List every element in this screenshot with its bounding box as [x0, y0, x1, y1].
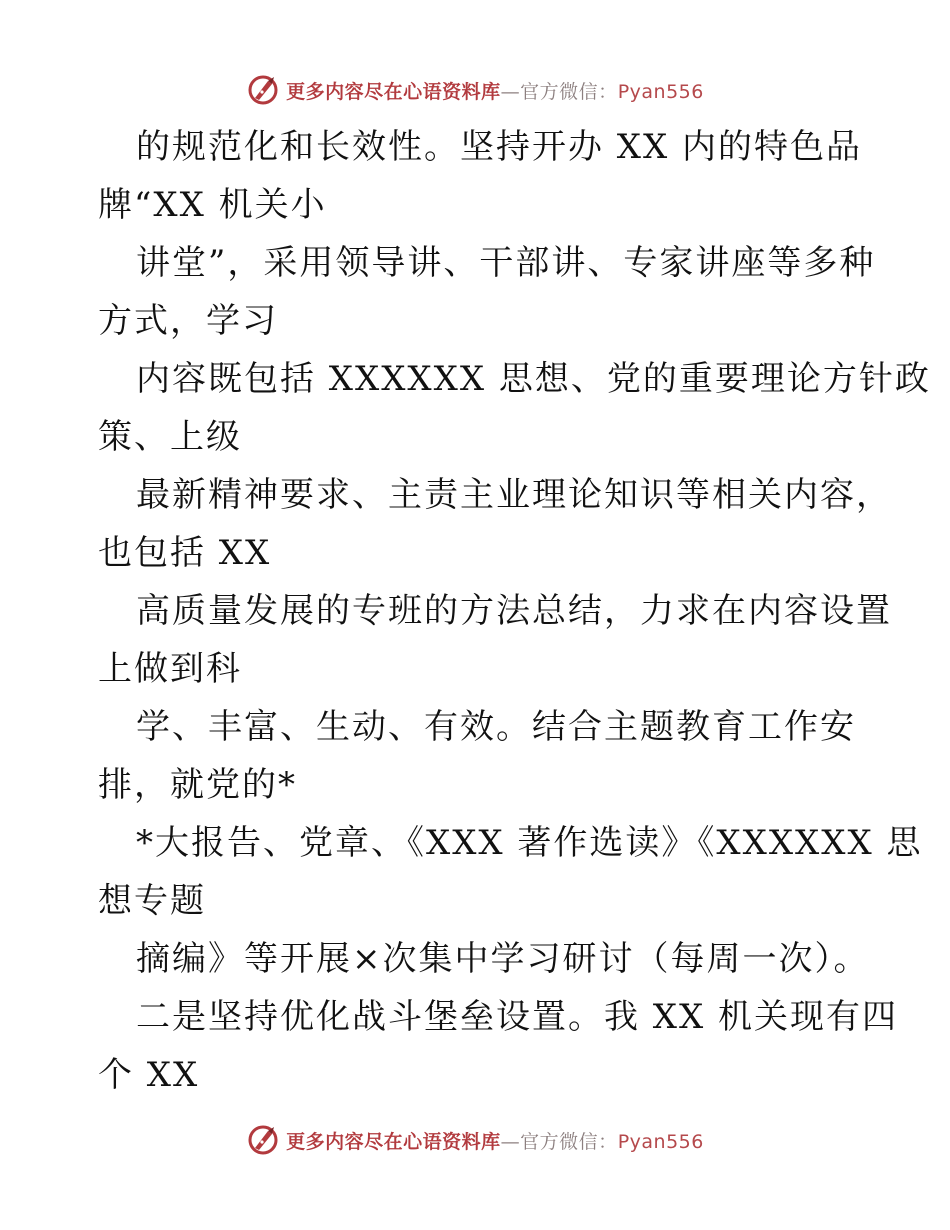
footer-banner-wechat-id: Pyan556	[617, 1130, 704, 1153]
document-line: 策、上级	[98, 417, 242, 457]
pen-nib-circle-icon	[246, 1123, 280, 1157]
document-body	[98, 118, 931, 1104]
header-banner-lead: 更多内容尽在心语资料库	[286, 80, 501, 103]
document-line: 内容既包括 XXXXXX 思想、党的重要理论方针政	[136, 359, 931, 399]
document-line: 学、丰富、生动、有效。结合主题教育工作安	[136, 707, 856, 747]
document-line: 二是坚持优化战斗堡垒设置。我 XX 机关现有四	[136, 997, 899, 1037]
document-line: 上做到科	[98, 649, 242, 689]
document-line: 想专题	[98, 881, 206, 921]
document-line: 高质量发展的专班的方法总结，力求在内容设置	[136, 591, 892, 631]
document-line: 最新精神要求、主责主业理论知识等相关内容，	[136, 475, 892, 515]
document-line: 也包括 XX	[98, 533, 272, 573]
footer-banner-dash: —	[500, 1130, 521, 1153]
document-line: 牌“XX 机关小	[98, 185, 327, 225]
header-banner-wechat-id: Pyan556	[617, 80, 704, 103]
document-line: 方式，学习	[98, 301, 278, 341]
footer-banner-wechat-label: 官方微信：	[520, 1130, 618, 1153]
document-line: 排，就党的*	[98, 765, 297, 805]
footer-banner-lead: 更多内容尽在心语资料库	[286, 1130, 501, 1153]
footer-banner-text	[286, 1127, 704, 1154]
header-banner	[0, 70, 950, 110]
document-line: *大报告、党章、《XXX 著作选读》《XXXXXX 思	[136, 823, 923, 863]
pen-nib-circle-icon	[246, 73, 280, 107]
header-banner-text	[286, 77, 704, 104]
document-line: 个 XX	[98, 1055, 200, 1095]
footer-banner	[0, 1120, 950, 1160]
header-banner-wechat-label: 官方微信：	[520, 80, 618, 103]
document-line: 的规范化和长效性。坚持开办 XX 内的特色品	[136, 127, 863, 167]
document-line: 摘编》等开展×次集中学习研讨（每周一次）。	[136, 939, 870, 979]
document-line: 讲堂”，采用领导讲、干部讲、专家讲座等多种	[136, 243, 876, 283]
header-banner-dash: —	[500, 80, 521, 103]
